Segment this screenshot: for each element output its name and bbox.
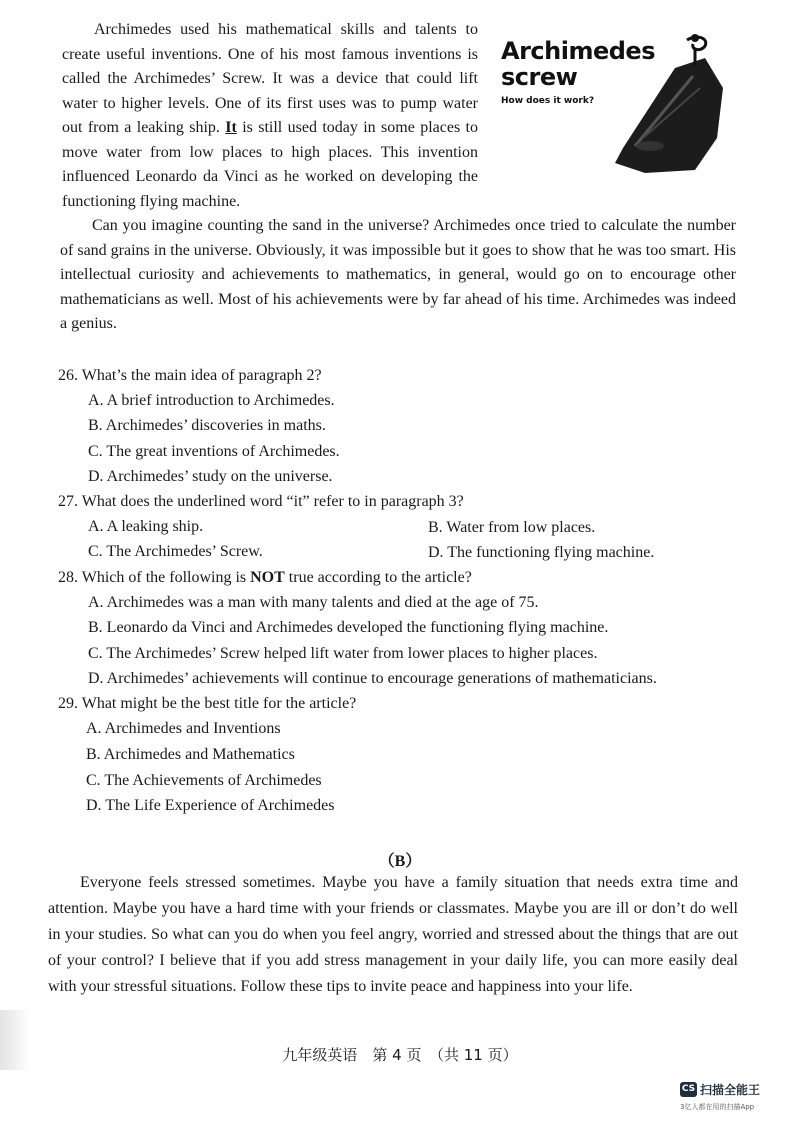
section-b-paragraph-1: Everyone feels stressed sometimes. Maybe you have a family situation that needs extra time and attention. Maybe you have a hard time with your friends or classmates. Maybe you are ill or don’t do well in your studies. So what can you do when you feel angry, worried and stressed about the things that are out of your control? I believe that if you add stress management in your daily life, you can more easily deal with your stressful situations. Follow these tips to invite peace and happiness into your life. xyxy=(48,874,738,995)
passage-paragraph-4: Can you imagine counting the sand in the universe? Archimedes once tried to calculate the number of sand grains in the universe. Obviously, it was impossible but it goes to show that he was too smart. His intellectual curiosity and achievements to mathematics, in general, would go on to encourage other mathematicians as well. Most of his achievements were by far ahead of his time. Archimedes was indeed a genius. xyxy=(60,217,736,332)
question-28-stem: 28. Which of the following is NOT true according to the article? xyxy=(58,569,472,586)
passage-paragraph-3: Archimedes used his mathematical skills and talents to create useful inventions. One of his most famous inventions is called the Archimedes’ Screw. It was a device that could lift water to higher levels. One of its first uses was to pump water out from a leaking ship. It is still used today in some places to move water from low places to high places. This invention influenced Leonardo da Vinci as he worked on developing the functioning flying machine. xyxy=(62,21,478,210)
question-28-option-b: B. Leonardo da Vinci and Archimedes developed the functioning flying machine. xyxy=(88,619,609,636)
archimedes-screw-figure xyxy=(495,28,735,178)
question-29-option-d: D. The Life Experience of Archimedes xyxy=(86,797,335,814)
question-29-option-a: A. Archimedes and Inventions xyxy=(86,720,281,737)
section-b-heading: （B） xyxy=(378,853,422,870)
question-26-option-c: C. The great inventions of Archimedes. xyxy=(88,443,340,460)
question-29-option-b: B. Archimedes and Mathematics xyxy=(86,746,295,763)
question-29-option-c: C. The Achievements of Archimedes xyxy=(86,772,322,789)
question-27-option-a: A. A leaking ship. xyxy=(88,518,204,535)
question-27-option-d: D. The functioning flying machine. xyxy=(428,544,655,561)
question-27-option-c: C. The Archimedes’ Screw. xyxy=(88,543,263,560)
question-26-option-d: D. Archimedes’ study on the universe. xyxy=(88,468,333,485)
page-footer: 九年级英语 第 4 页 （共 11 页） xyxy=(282,1046,518,1064)
figure-subtitle: How does it work? xyxy=(501,96,595,106)
question-29-stem: 29. What might be the best title for the article? xyxy=(58,695,357,712)
question-28-option-c: C. The Archimedes’ Screw helped lift water from lower places to higher places. xyxy=(88,645,598,662)
question-28-option-a: A. Archimedes was a man with many talents and died at the age of 75. xyxy=(88,594,539,611)
camscanner-tagline: 3亿人都在用的扫描App xyxy=(680,1103,755,1111)
question-26-option-b: B. Archimedes’ discoveries in maths. xyxy=(88,417,326,434)
archimedes-screw-illustration xyxy=(605,28,735,178)
question-27-stem: 27. What does the underlined word “it” refer to in paragraph 3? xyxy=(58,493,464,510)
question-26-option-a: A. A brief introduction to Archimedes. xyxy=(88,392,335,409)
question-26-stem: 26. What’s the main idea of paragraph 2? xyxy=(58,367,322,384)
camscanner-name: 扫描全能王 xyxy=(700,1083,761,1097)
question-27-option-b: B. Water from low places. xyxy=(428,519,596,536)
underlined-word-it: It xyxy=(225,119,237,136)
figure-title: Archimedes screw xyxy=(501,37,655,91)
question-28-option-d: D. Archimedes’ achievements will continue to encourage generations of mathematicians. xyxy=(88,670,657,687)
camscanner-logo-icon: CS xyxy=(680,1082,697,1097)
